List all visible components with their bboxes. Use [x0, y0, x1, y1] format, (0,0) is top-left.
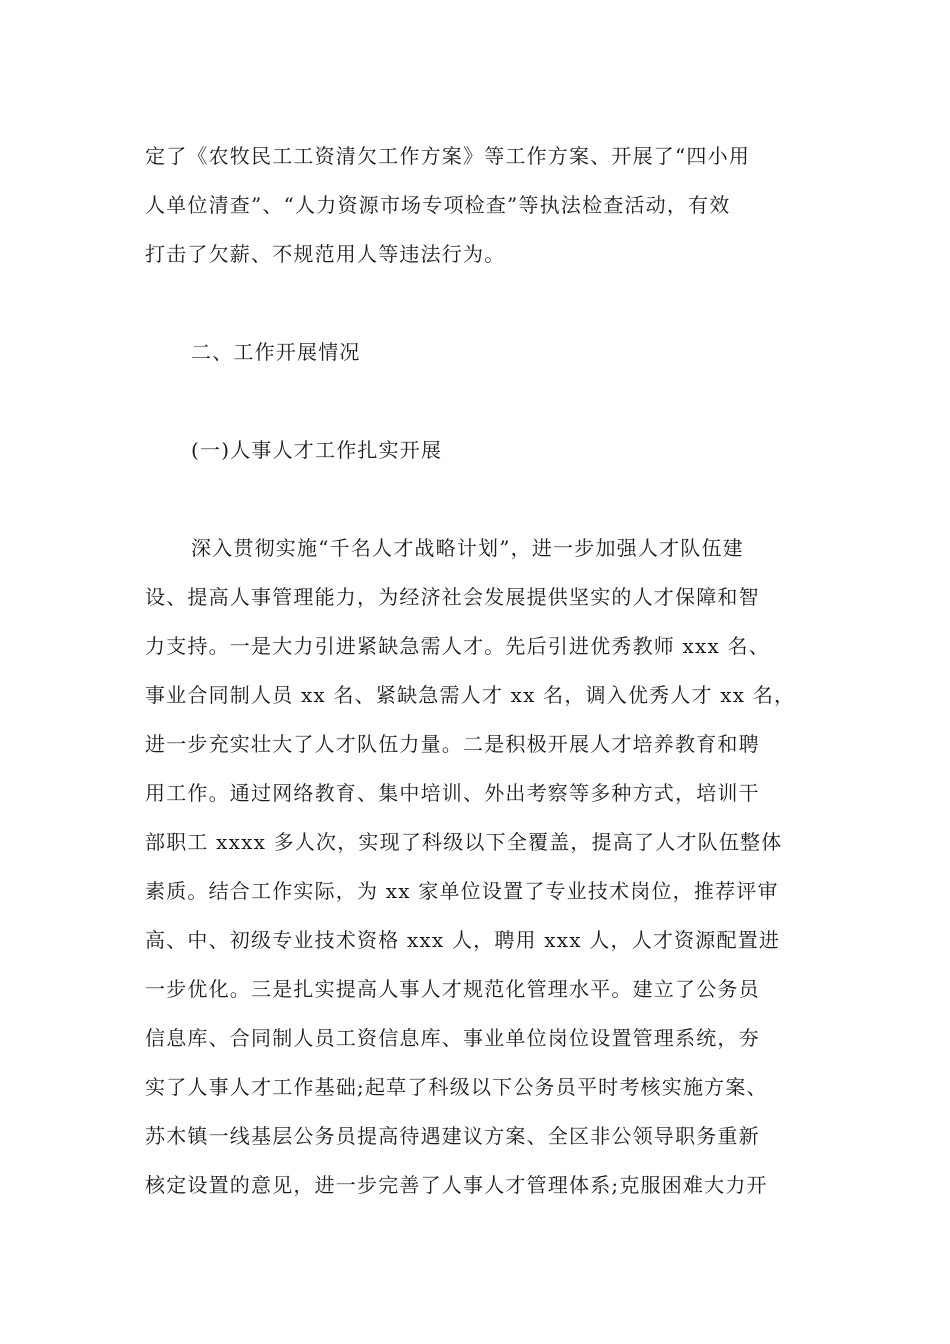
paragraph-line: 打击了欠薪、不规范用人等违法行为。 — [145, 242, 506, 266]
spacer — [145, 377, 805, 426]
paragraph-line: 事业合同制人员 xx 名、紧缺急需人才 xx 名，调入优秀人才 xx 名， — [145, 683, 796, 707]
paragraph-line: 素质。结合工作实际，为 xx 家单位设置了专业技术岗位，推荐评审 — [145, 879, 779, 903]
spacer — [145, 279, 805, 328]
paragraph-line: 进一步充实壮大了人才队伍力量。二是积极开展人才培养教育和聘 — [145, 732, 760, 756]
section-heading: 二、工作开展情况 — [191, 340, 361, 364]
paragraph-line: 深入贯彻实施“千名人才战略计划”，进一步加强人才队伍建 — [191, 536, 744, 560]
document-body — [145, 132, 805, 1210]
paragraph-line: 人单位清查”、“人力资源市场专项检查”等执法检查活动，有效 — [145, 193, 731, 217]
subsection-heading: (一)人事人才工作扎实开展 — [191, 438, 443, 462]
paragraph-line: 高、中、初级专业技术资格 xxx 人，聘用 xxx 人，人才资源配置进 — [145, 928, 781, 952]
paragraph-line: 信息库、合同制人员工资信息库、事业单位岗位设置管理系统，夯 — [145, 1026, 760, 1050]
paragraph-line: 实了人事人才工作基础;起草了科级以下公务员平时考核实施方案、 — [145, 1075, 768, 1099]
paragraph-line: 部职工 xxxx 多人次，实现了科级以下全覆盖，提高了人才队伍整体 — [145, 830, 783, 854]
paragraph-line: 苏木镇一线基层公务员提高待遇建议方案、全区非公领导职务重新 — [145, 1124, 760, 1148]
paragraph-line: 设、提高人事管理能力，为经济社会发展提供坚实的人才保障和智 — [145, 585, 760, 609]
paragraph-line: 一步优化。三是扎实提高人事人才规范化管理水平。建立了公务员 — [145, 977, 760, 1001]
paragraph-line: 用工作。通过网络教育、集中培训、外出考察等多种方式，培训干 — [145, 781, 760, 805]
spacer — [145, 475, 805, 524]
paragraph-line: 核定设置的意见，进一步完善了人事人才管理体系;克服困难大力开 — [145, 1173, 768, 1197]
paragraph-line: 力支持。一是大力引进紧缺急需人才。先后引进优秀教师 xxx 名、 — [145, 634, 770, 658]
paragraph-line: 定了《农牧民工工资清欠工作方案》等工作方案、开展了“四小用 — [145, 144, 751, 168]
